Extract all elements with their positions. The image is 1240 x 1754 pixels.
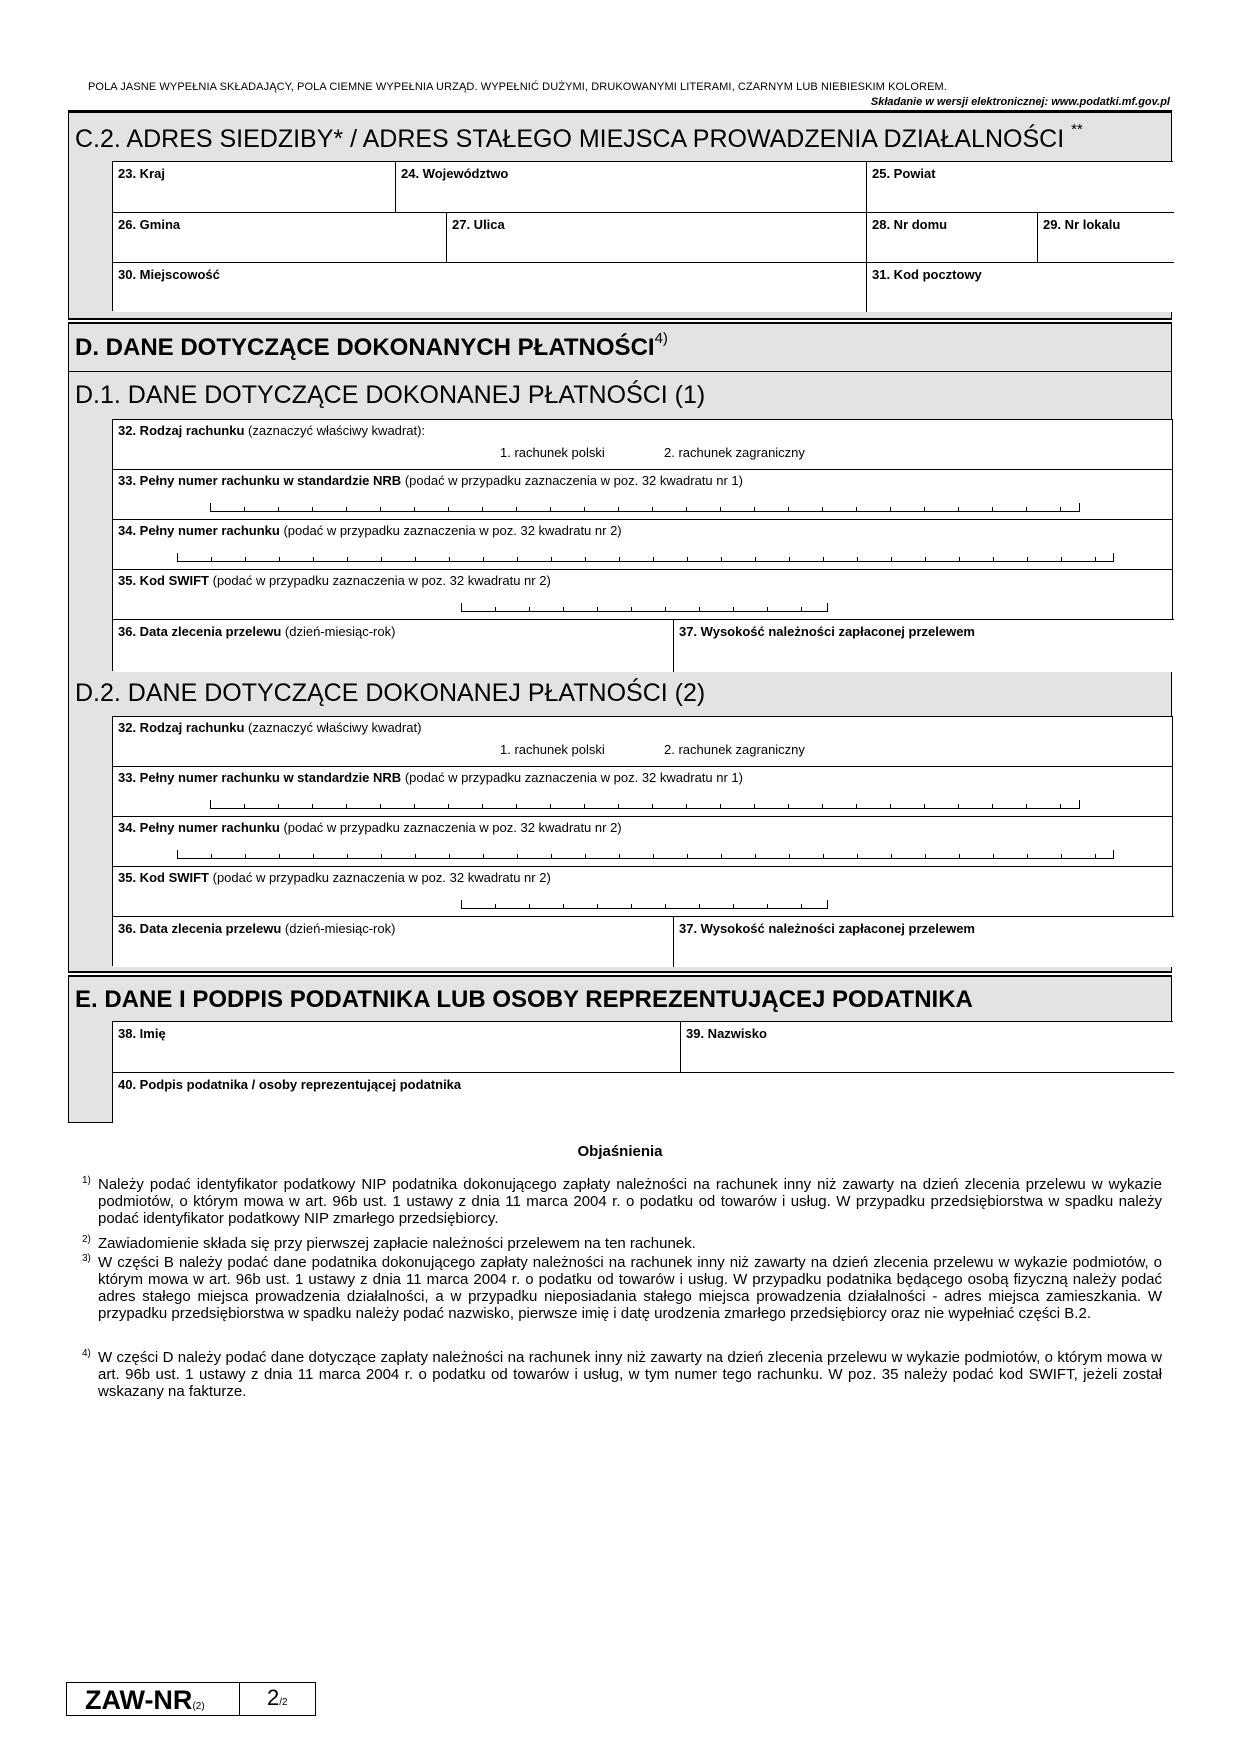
- option-polish-account[interactable]: 1. rachunek polski: [500, 445, 605, 460]
- field-33-nrb-account[interactable]: 33. Pełny numer rachunku w standardzie NRB (podać w przypadku zaznaczenia w poz. 32 kwadratu nr 1): [113, 767, 1172, 817]
- field-38-first-name[interactable]: 38. Imię: [113, 1022, 681, 1073]
- footnote-4: 4) W części D należy podać dane dotyczące zapłaty należności na rachunek inny niż zawarty na dzień zlecenia przelewu w wykazie podmiotów, o którym mowa w art. 96b ust. 1 ustawy z dnia 11 marca 2004 r. o podatku od towarów i usług, w tym numer tego rachunku. W poz. 35 należy podać kod SWIFT, jeżeli został wskazany na fakturze.: [82, 1348, 1162, 1400]
- option-foreign-account[interactable]: 2. rachunek zagraniczny: [664, 445, 805, 460]
- divider: [69, 371, 1171, 372]
- section-d1-title: D.1. DANE DOTYCZĄCE DOKONANEJ PŁATNOŚCI (1): [75, 381, 706, 409]
- field-36-transfer-date[interactable]: 36. Data zlecenia przelewu (dzień-miesiąc-rok): [113, 916, 674, 967]
- field-32-account-type: 32. Rodzaj rachunku (zaznaczyć właściwy kwadrat) 1. rachunek polski 2. rachunek zagraniczny: [113, 717, 1172, 767]
- digit-boxes: [461, 603, 828, 612]
- d2-payment-box: [112, 716, 1173, 966]
- footnote-3: 3) W części B należy podać dane podatnika dokonującego zapłaty należności na rachunek inny niż zawarty na dzień zlecenia przelewu w wykazie podmiotów, o którym mowa w art. 96b ust. 1 ustawy z dnia 11 marca 2004 r. o podatku od towarów i usług. W przypadku podatnika będącego osobą fizyczną należy podać adres stałego miejsca prowadzenia działalności, a w przypadku nieposiadania stałego miejsca prowadzenia działalności - adres miejsca zamieszkania. W przypadku przedsiębiorstwa w spadku należy podać nazwisko, pierwsze imię i datę urodzenia zmarłego przedsiębiorcy oraz nie wypełniać części B.2.: [82, 1253, 1162, 1322]
- field-33-nrb-account[interactable]: 33. Pełny numer rachunku w standardzie NRB (podać w przypadku zaznaczenia w poz. 32 kwadratu nr 1): [113, 470, 1172, 520]
- form-instruction: POLA JASNE WYPEŁNIA SKŁADAJĄCY, POLA CIEMNE WYPEŁNIA URZĄD. WYPEŁNIĆ DUŻYMI, DRUKOWANYMI LITERAMI, CZARNYM LUB NIEBIESKIM KOLOREM.: [88, 81, 947, 93]
- field-35-swift-code[interactable]: 35. Kod SWIFT (podać w przypadku zaznaczenia w poz. 32 kwadratu nr 2): [113, 867, 1172, 917]
- field-34-account-number[interactable]: 34. Pełny numer rachunku (podać w przypadku zaznaczenia w poz. 32 kwadratu nr 2): [113, 520, 1172, 570]
- field-37-amount-paid[interactable]: 37. Wysokość należności zapłaconej przelewem: [673, 916, 1174, 967]
- field-40-signature[interactable]: 40. Podpis podatnika / osoby reprezentującej podatnika: [113, 1072, 1174, 1124]
- section-c2-title: C.2. ADRES SIEDZIBY* / ADRES STAŁEGO MIEJSCA PROWADZENIA DZIAŁALNOŚCI **: [75, 121, 1083, 153]
- section-divider: [68, 971, 1172, 977]
- field-29-apartment-number[interactable]: 29. Nr lokalu: [1037, 212, 1174, 263]
- field-39-last-name[interactable]: 39. Nazwisko: [680, 1022, 1174, 1073]
- explanations-title: Objaśnienia: [577, 1143, 663, 1160]
- field-28-house-number[interactable]: 28. Nr domu: [866, 212, 1038, 263]
- field-25-county[interactable]: 25. Powiat: [866, 162, 1174, 213]
- footnote-2: 2) Zawiadomienie składa się przy pierwszej zapłacie należności przelewem na ten rachunek.: [82, 1234, 696, 1252]
- field-24-voivodeship[interactable]: 24. Województwo: [395, 162, 867, 213]
- field-34-account-number[interactable]: 34. Pełny numer rachunku (podać w przypadku zaznaczenia w poz. 32 kwadratu nr 2): [113, 817, 1172, 867]
- section-d2-title: D.2. DANE DOTYCZĄCE DOKONANEJ PŁATNOŚCI (2): [75, 679, 706, 707]
- field-37-amount-paid[interactable]: 37. Wysokość należności zapłaconej przelewem: [673, 619, 1174, 672]
- d1-payment-box: [112, 419, 1173, 671]
- form-body: [68, 113, 1172, 1123]
- option-polish-account[interactable]: 1. rachunek polski: [500, 742, 605, 757]
- digit-boxes: [177, 553, 1114, 562]
- digit-boxes: [461, 900, 828, 909]
- digit-boxes: [210, 503, 1080, 512]
- section-d-title: D. DANE DOTYCZĄCE DOKONANYCH PŁATNOŚCI$^{4)}$: [75, 330, 668, 361]
- digit-boxes: [177, 850, 1114, 859]
- digit-boxes: [210, 800, 1080, 809]
- section-divider: [68, 318, 1172, 324]
- c2-address-box: [112, 161, 1173, 311]
- field-32-account-type: 32. Rodzaj rachunku (zaznaczyć właściwy kwadrat): 1. rachunek polski 2. rachunek zagraniczny: [113, 420, 1172, 470]
- electronic-submission-note: Składanie w wersji elektronicznej: www.podatki.mf.gov.pl: [870, 96, 1170, 108]
- section-e-title: E. DANE I PODPIS PODATNIKA LUB OSOBY REPREZENTUJĄCEJ PODATNIKA: [75, 986, 973, 1013]
- form-code: ZAW-NR(2): [85, 1685, 205, 1715]
- field-27-street[interactable]: 27. Ulica: [446, 212, 867, 263]
- page-number: 2/2: [267, 1685, 288, 1710]
- field-30-city[interactable]: 30. Miejscowość: [113, 262, 867, 312]
- field-23-country[interactable]: 23. Kraj: [113, 162, 396, 213]
- option-foreign-account[interactable]: 2. rachunek zagraniczny: [664, 742, 805, 757]
- field-26-commune[interactable]: 26. Gmina: [113, 212, 447, 263]
- field-36-transfer-date[interactable]: 36. Data zlecenia przelewu (dzień-miesiąc-rok): [113, 619, 674, 672]
- form-code-footer: [66, 1682, 316, 1716]
- e-signature-box: [112, 1021, 1173, 1123]
- field-35-swift-code[interactable]: 35. Kod SWIFT (podać w przypadku zaznaczenia w poz. 32 kwadratu nr 2): [113, 570, 1172, 620]
- field-31-postal-code[interactable]: 31. Kod pocztowy: [866, 262, 1174, 312]
- footnote-1: 1) Należy podać identyfikator podatkowy NIP podatnika dokonującego zapłaty należności na rachunek inny niż zawarty na dzień zlecenia przelewu w wykazie podmiotów, o którym mowa w art. 96b ust. 1 ustawy z dnia 11 marca 2004 r. o podatku od towarów i usług. W przypadku przedsiębiorstwa w spadku należy podać identyfikator podatkowy NIP zmarłego przedsiębiorcy.: [82, 1175, 1162, 1227]
